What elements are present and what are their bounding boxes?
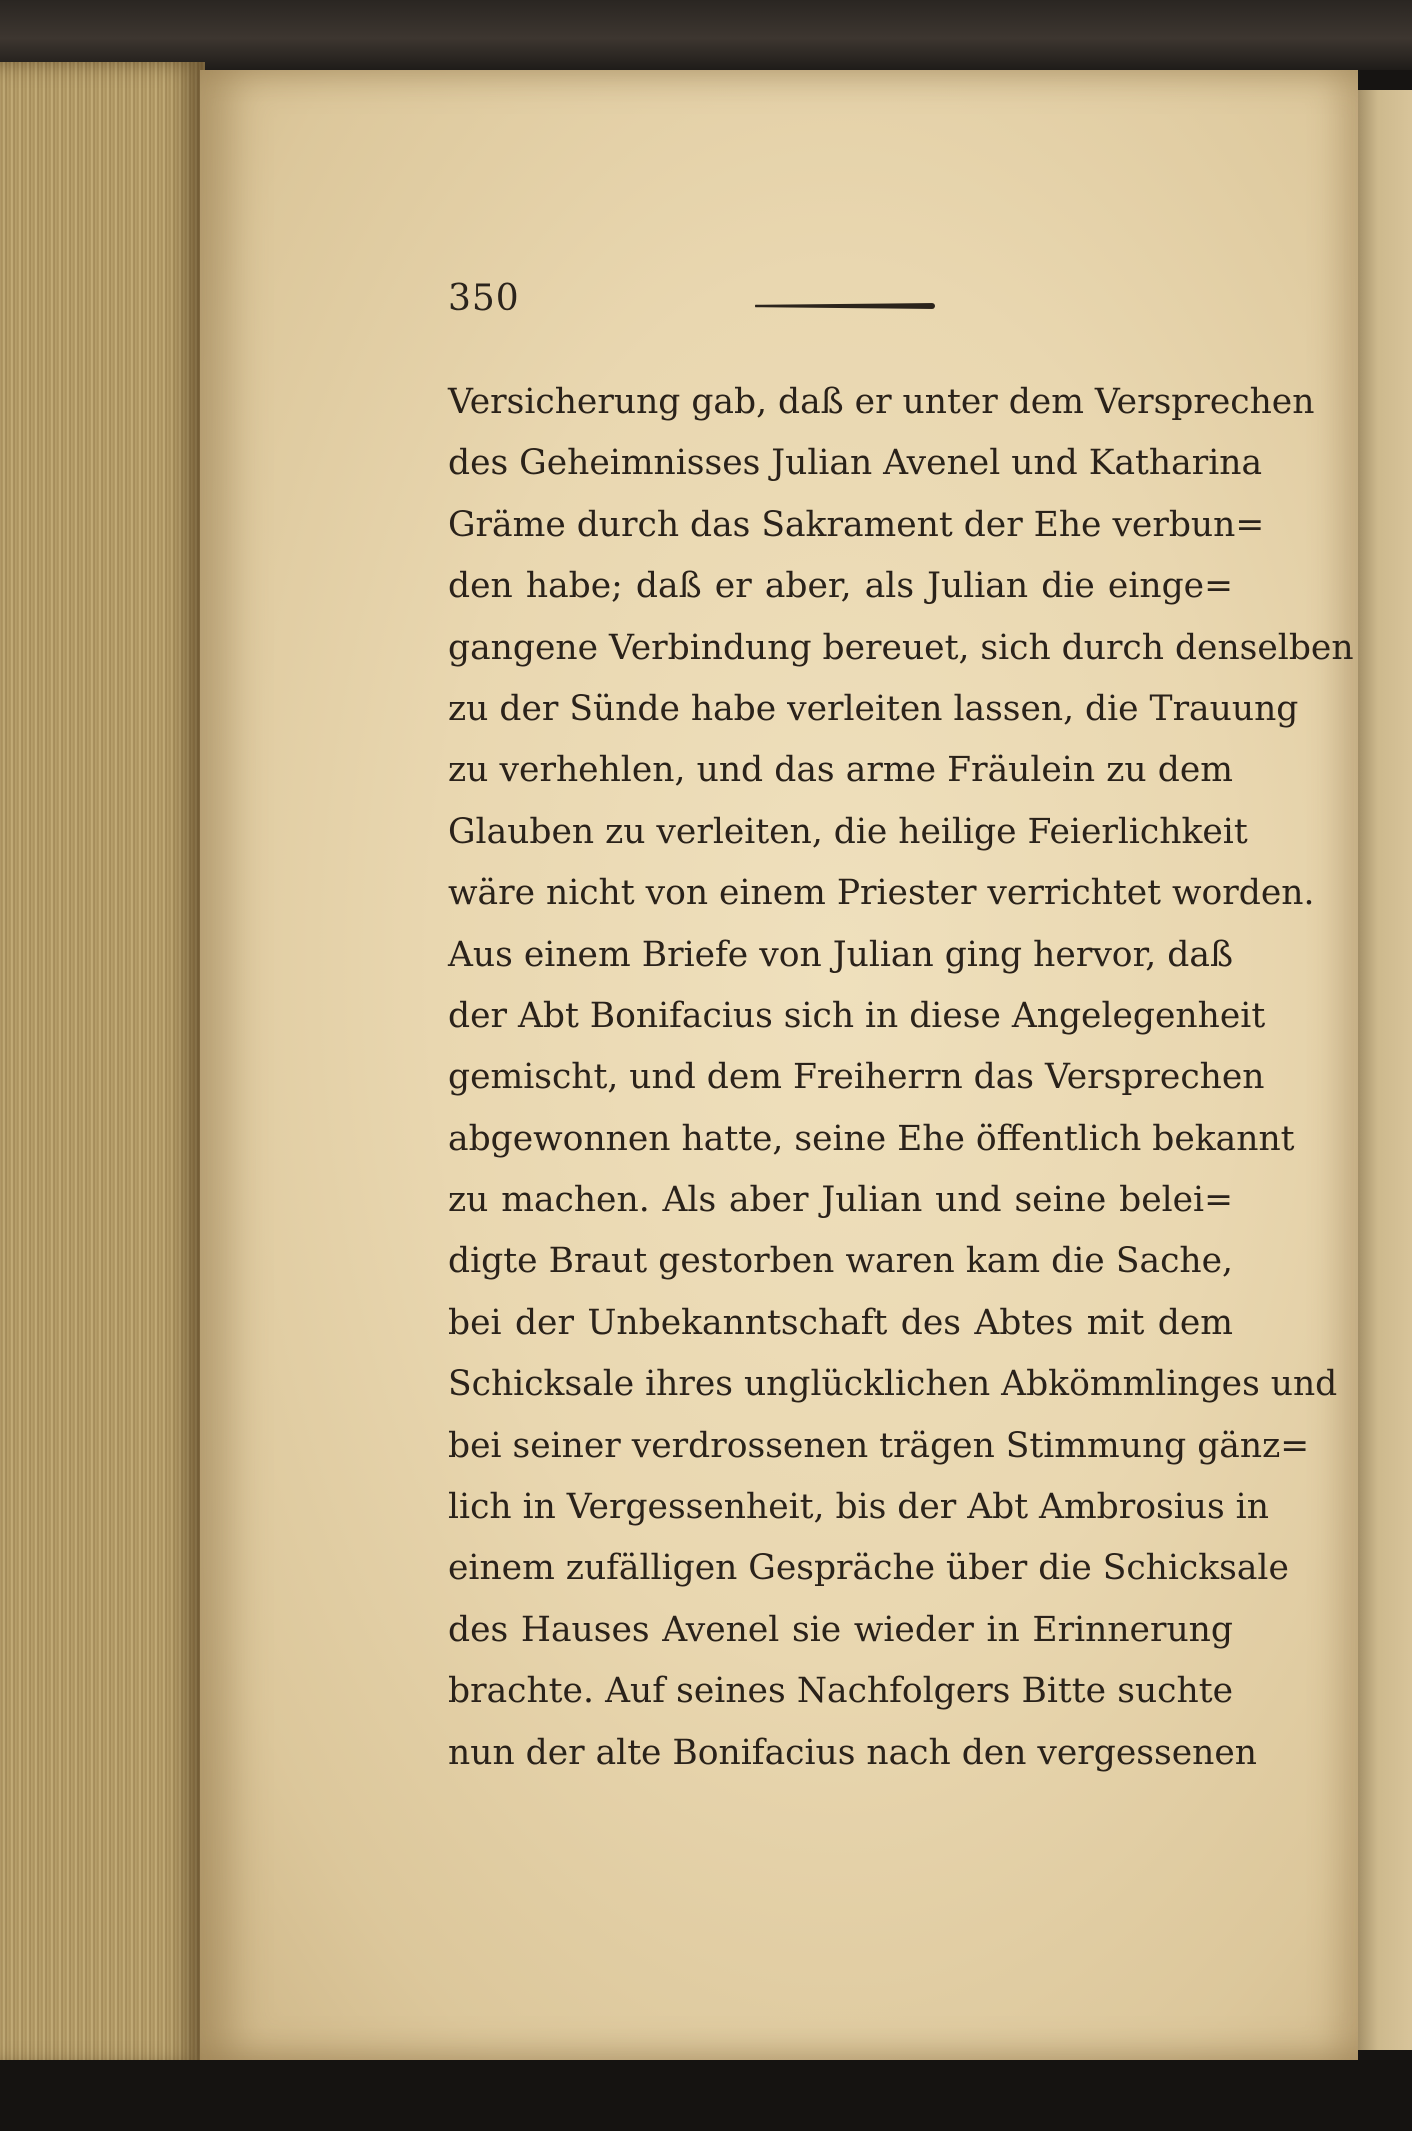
background-bottom bbox=[0, 2060, 1412, 2131]
text-line: zu verhehlen, und das arme Fräulein zu dem bbox=[448, 750, 1233, 791]
text-line: digte Braut gestorben waren kam die Sache, bbox=[448, 1241, 1233, 1282]
text-line: nun der alte Bonifacius nach den vergessenen bbox=[448, 1732, 1257, 1773]
text-line: des Hauses Avenel sie wieder in Erinnerung bbox=[448, 1609, 1233, 1650]
text-line: lich in Vergessenheit, bis der Abt Ambrosius in bbox=[448, 1487, 1269, 1528]
text-line: Aus einem Briefe von Julian ging hervor, daß bbox=[448, 934, 1233, 975]
text-line: wäre nicht von einem Priester verrichtet worden. bbox=[448, 873, 1315, 914]
text-line: den habe; daß er aber, als Julian die einge= bbox=[448, 566, 1233, 607]
text-line: der Abt Bonifacius sich in diese Angelegenheit bbox=[448, 995, 1266, 1036]
text-line: Versicherung gab, daß er unter dem Versprechen bbox=[448, 382, 1315, 422]
book-page-edges bbox=[0, 62, 205, 2067]
text-line: zu machen. Als aber Julian und seine belei= bbox=[448, 1180, 1233, 1221]
text-line: bei seiner verdrossenen trägen Stimmung gänz= bbox=[448, 1425, 1310, 1466]
text-line: bei der Unbekanntschaft des Abtes mit dem bbox=[448, 1302, 1233, 1343]
facing-page-edge bbox=[1355, 90, 1412, 2050]
body-text bbox=[448, 372, 1354, 1784]
text-line: zu der Sünde habe verleiten lassen, die Trauung bbox=[448, 688, 1299, 729]
text-line: abgewonnen hatte, seine Ehe öffentlich bekannt bbox=[448, 1118, 1295, 1159]
text-line: einem zufälligen Gespräche über die Schicksale bbox=[448, 1548, 1289, 1589]
text-line: brachte. Auf seines Nachfolgers Bitte suchte bbox=[448, 1671, 1233, 1712]
text-line: Gräme durch das Sakrament der Ehe verbun= bbox=[448, 504, 1265, 545]
text-line: Glauben zu verleiten, die heilige Feierlichkeit bbox=[448, 811, 1248, 852]
text-line: Schicksale ihres unglücklichen Abkömmlinges und bbox=[448, 1364, 1338, 1405]
text-line: gangene Verbindung bereuet, sich durch denselben bbox=[448, 627, 1354, 668]
page-number: 350 bbox=[448, 278, 520, 319]
text-line: des Geheimnisses Julian Avenel und Katharina bbox=[448, 443, 1263, 484]
text-line: gemischt, und dem Freiherrn das Versprechen bbox=[448, 1057, 1265, 1098]
book-cover-top bbox=[0, 0, 1412, 70]
